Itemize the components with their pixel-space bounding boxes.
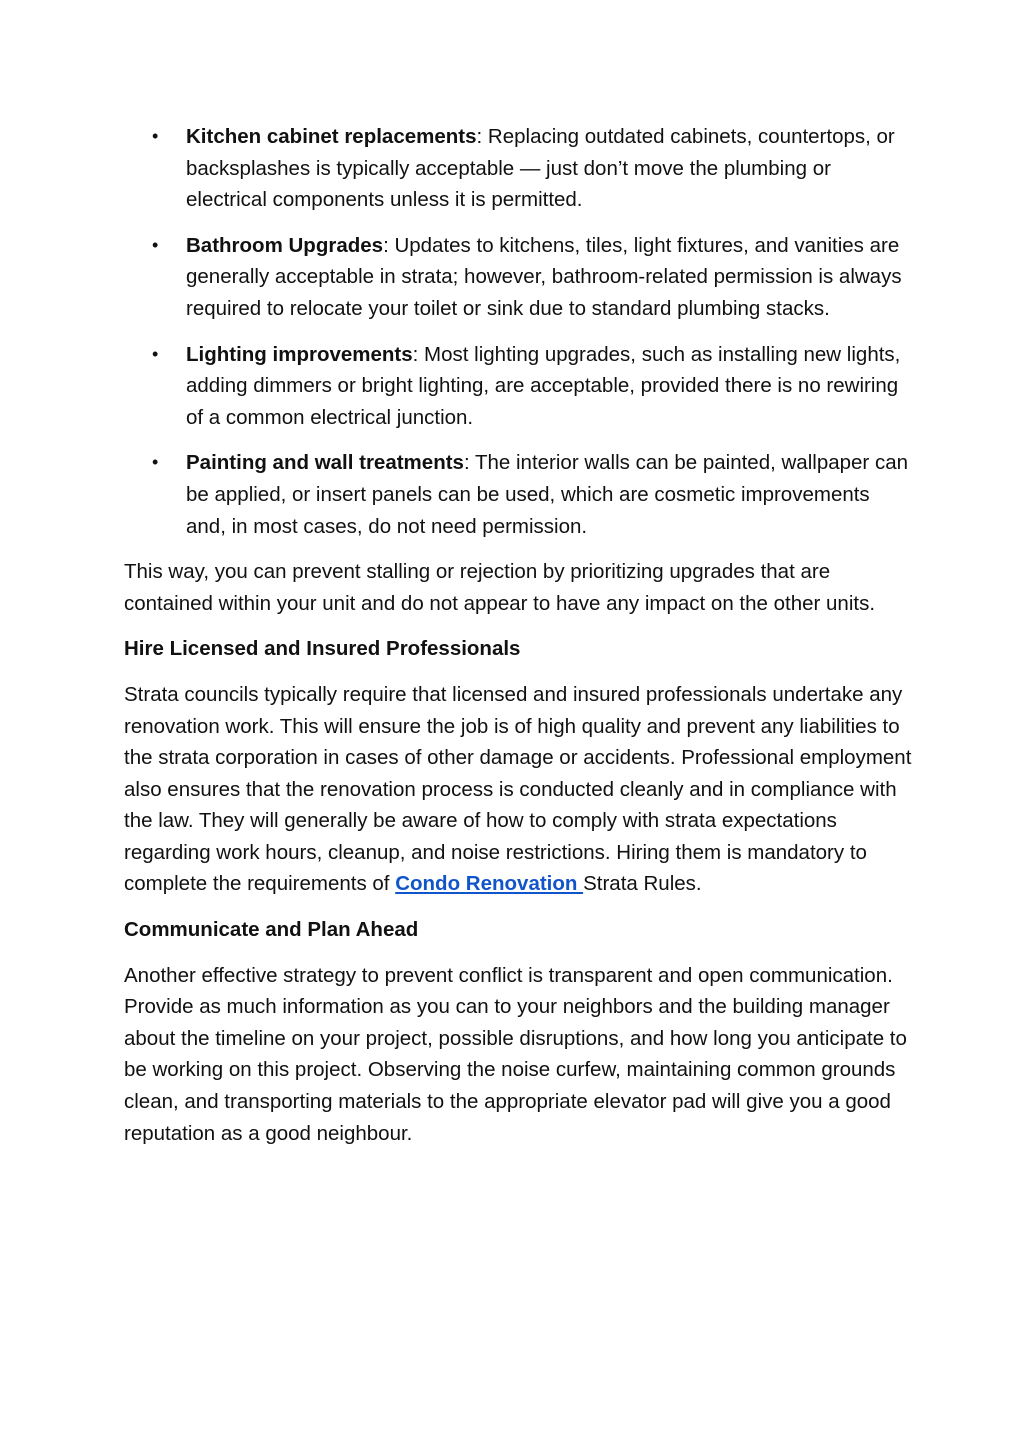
list-item-term: Lighting improvements: [186, 342, 413, 366]
professionals-text: Strata councils typically require that licensed and insured professionals undertake any renovation work. This will ensure the job is of high quality and prevent any liabilities to the strata corporation in cases of other damage or accidents. Professional employment also ensures that the renovation process is conducted cleanly and in compliance with the law. They will generally be aware of how to comply with strata expectations regarding work hours, cleanup, and noise restrictions. Hiring them is mandatory to complete the requirements of: [124, 682, 912, 896]
professionals-paragraph: [124, 679, 914, 900]
section-heading-communicate: Communicate and Plan Ahead: [124, 918, 419, 942]
bullet-icon: •: [152, 343, 159, 364]
list-item-text: : Most lighting upgrades, such as installing new lights, adding dimmers or bright lighting, are acceptable, provided there is no rewiring of a common electrical junction.: [186, 342, 901, 429]
list-item: [124, 447, 914, 542]
list-item-text: : Updates to kitchens, tiles, light fixtures, and vanities are generally acceptable in strata; however, bathroom-related permission is always required to relocate your toilet or sink due to standard plumbing stacks.: [186, 233, 902, 320]
bullet-icon: •: [152, 234, 159, 255]
bullet-icon: •: [152, 452, 159, 473]
list-item-text: : Replacing outdated cabinets, countertops, or backsplashes is typically acceptable — just don’t move the plumbing or electrical components unless it is permitted.: [186, 125, 895, 212]
list-item: [124, 339, 914, 434]
list-item: [124, 121, 914, 216]
list-item-text: : The interior walls can be painted, wallpaper can be applied, or insert panels can be used, which are cosmetic improvements and, in most cases, do not need permission.: [186, 451, 908, 538]
document-body: [124, 121, 914, 1163]
condo-renovation-link[interactable]: Condo Renovation: [395, 872, 584, 896]
section-heading-professionals: Hire Licensed and Insured Professionals: [124, 637, 521, 661]
list-item: [124, 230, 914, 325]
summary-paragraph: This way, you can prevent stalling or rejection by prioritizing upgrades that are contained within your unit and do not appear to have any impact on the other units.: [124, 560, 876, 615]
list-item-term: Painting and wall treatments: [186, 451, 464, 475]
list-item-term: Kitchen cabinet replacements: [186, 125, 477, 148]
upgrade-list: [124, 121, 914, 542]
list-item-term: Bathroom Upgrades: [186, 233, 384, 257]
bullet-icon: •: [152, 126, 159, 146]
professionals-text-end: Strata Rules.: [583, 872, 702, 896]
communicate-paragraph: Another effective strategy to prevent conflict is transparent and open communication. Provide as much information as you can to your neighbors and the building manager about the timeline on your project, possible disruptions, and how long you anticipate to be working on this project. Observing the noise curfew, maintaining common grounds clean, and transporting materials to the appropriate elevator pad will give you a good reputation as a good neighbour.: [124, 963, 907, 1145]
